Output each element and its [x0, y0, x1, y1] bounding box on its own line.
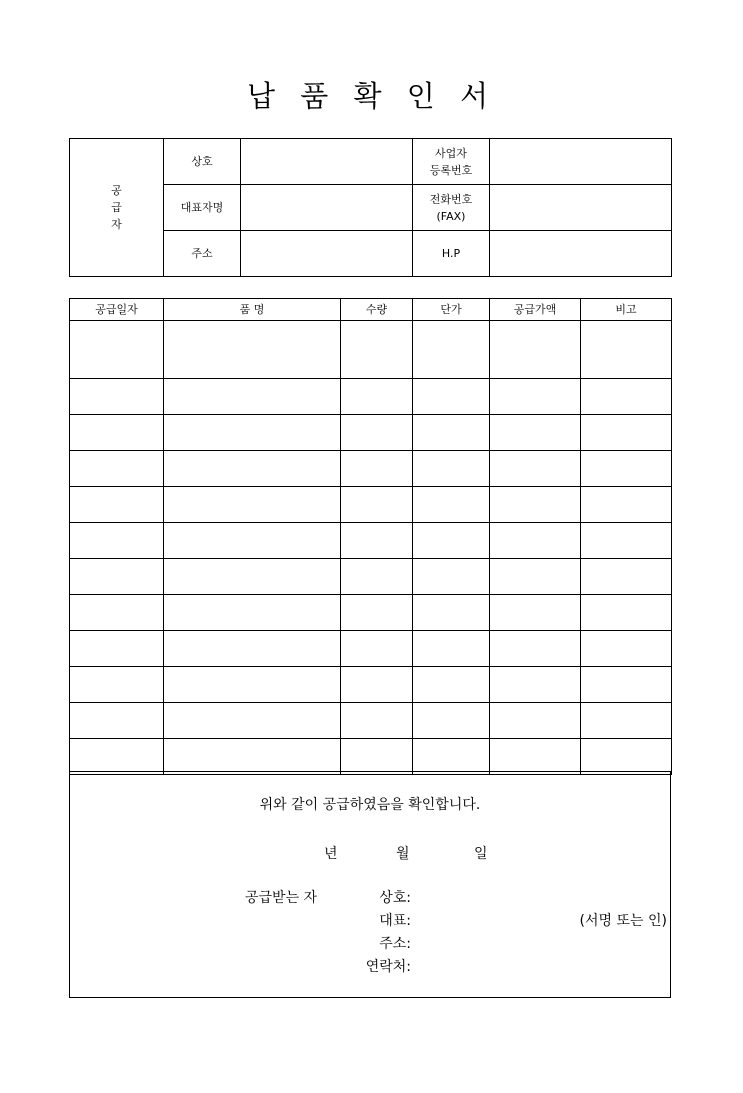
table-row	[70, 523, 672, 559]
representative-field[interactable]	[241, 185, 413, 231]
phone-field[interactable]	[490, 185, 672, 231]
day-label: 일	[474, 846, 488, 862]
header-supply-amount: 공급가액	[490, 299, 581, 321]
header-remarks: 비고	[581, 299, 672, 321]
table-row	[70, 595, 672, 631]
table-row	[70, 739, 672, 775]
hp-field[interactable]	[490, 231, 672, 277]
document-title: 납 품 확 인 서	[247, 79, 496, 113]
header-quantity: 수량	[341, 299, 413, 321]
receiver-address-label: 주소:	[379, 936, 411, 952]
supplier-section-label: 공 급 자	[70, 139, 164, 277]
table-row	[70, 703, 672, 739]
items-header-row	[70, 299, 672, 321]
trade-name-label: 상호	[164, 139, 241, 185]
items-table	[69, 298, 672, 775]
year-label: 년	[324, 846, 338, 862]
representative-label: 대표자명	[164, 185, 241, 231]
table-row	[70, 321, 672, 379]
receiver-trade-name-label: 상호:	[379, 890, 411, 906]
table-row	[70, 631, 672, 667]
biz-reg-label: 사업자 등록번호	[413, 139, 490, 185]
signature-label: (서명 또는 인)	[579, 913, 667, 929]
address-field[interactable]	[241, 231, 413, 277]
receiver-label: 공급받는 자	[245, 890, 318, 906]
receiver-representative-label: 대표:	[379, 913, 411, 929]
table-row	[70, 487, 672, 523]
table-row	[70, 379, 672, 415]
table-row	[70, 559, 672, 595]
trade-name-field[interactable]	[241, 139, 413, 185]
receiver-contact-label: 연락처:	[365, 959, 411, 975]
confirmation-section	[69, 771, 671, 998]
address-label: 주소	[164, 231, 241, 277]
supplier-table	[69, 138, 672, 277]
hp-label: H.P	[413, 231, 490, 277]
header-supply-date: 공급일자	[70, 299, 164, 321]
table-row	[70, 415, 672, 451]
table-row	[70, 667, 672, 703]
phone-label: 전화번호 (FAX)	[413, 185, 490, 231]
confirmation-text: 위와 같이 공급하였음을 확인합니다.	[259, 797, 481, 813]
header-item-name: 품 명	[164, 299, 341, 321]
biz-reg-field[interactable]	[490, 139, 672, 185]
month-label: 월	[396, 846, 410, 862]
table-row	[70, 451, 672, 487]
header-unit-price: 단가	[413, 299, 490, 321]
